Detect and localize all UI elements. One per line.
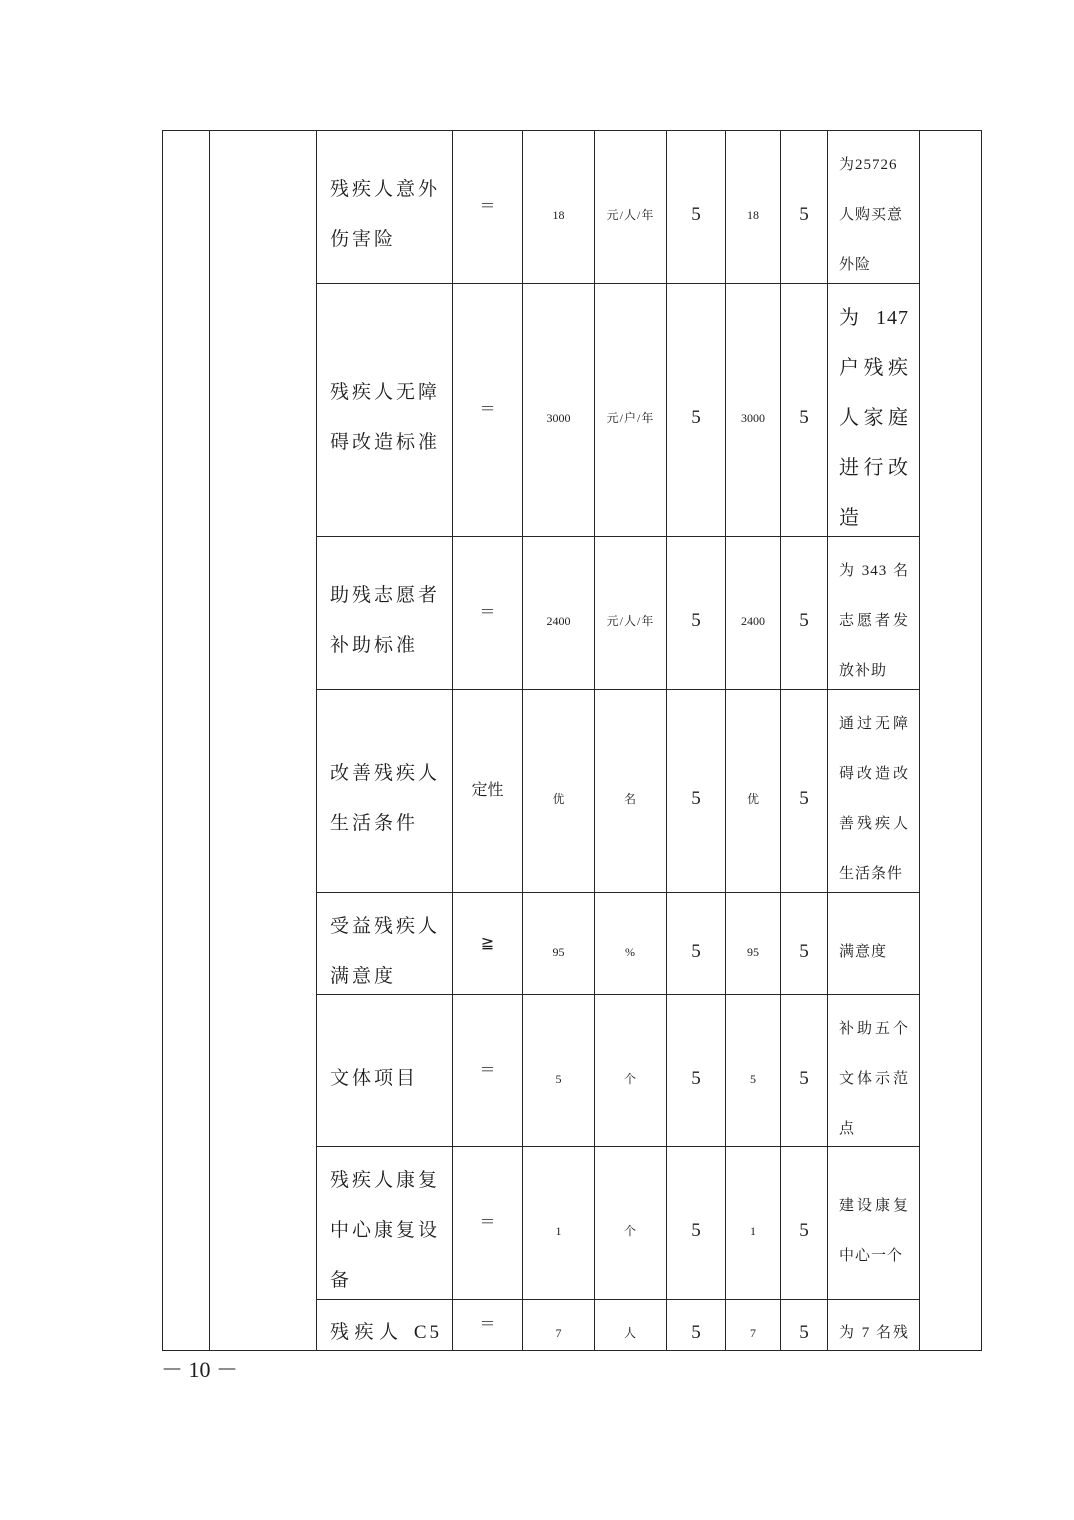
target-cell [523,284,595,537]
score-cell [781,284,828,537]
score-cell [781,690,828,893]
blank-category-cell [163,131,210,1351]
remark-text: 建设康复中心一个 [839,1198,909,1264]
comparison-operator: ≧ [480,934,495,952]
target-value: 优 [552,792,565,806]
actual-cell [726,995,781,1147]
target-value: 7 [555,1326,562,1340]
weight-cell [667,1147,726,1300]
remark-text: 满意度 [839,943,888,960]
score-cell [781,131,828,284]
indicator-name: 受益残疾人满意度 [330,915,441,987]
operator-cell [453,1147,523,1300]
indicator-cell [317,537,453,690]
operator-cell [453,893,523,995]
actual-cell [726,1300,781,1351]
unit-cell [595,893,667,995]
remark-cell [828,1300,920,1351]
score-cell [781,995,828,1147]
target-value: 95 [552,944,565,959]
target-value: 18 [552,208,565,222]
remark-cell [828,690,920,893]
operator-cell [453,284,523,537]
weight-cell [667,690,726,893]
operator-cell [453,995,523,1147]
remark-cell [828,1147,920,1300]
indicator-cell [317,1147,453,1300]
target-cell [523,131,595,284]
indicator-name: 残疾人无障碍改造标准 [330,382,441,453]
comparison-operator: ＝ [479,401,496,418]
target-cell [523,1300,595,1351]
operator-cell [453,690,523,893]
measurement-unit: 个 [623,1071,637,1086]
indicator-cell [317,893,453,995]
score-cell [781,893,828,995]
indicator-cell [317,1300,453,1351]
comparison-operator: ＝ [479,1316,496,1333]
blank-subcategory-cell [210,131,317,1351]
comparison-operator: ＝ [479,604,496,621]
awarded-score: 5 [799,407,809,428]
target-cell [523,1147,595,1300]
weight-cell [667,995,726,1147]
remark-cell [828,131,920,284]
actual-value: 优 [746,792,759,806]
target-value: 5 [555,1071,562,1086]
target-cell [523,995,595,1147]
target-value: 2400 [546,614,571,628]
remark-text: 为 343 名志愿者发放补助 [839,563,909,679]
operator-cell [453,131,523,284]
awarded-score: 5 [799,204,809,225]
table-body [163,131,982,1351]
blank-right-cell [920,131,982,1351]
weight-cell [667,893,726,995]
indicator-name: 文体项目 [330,1067,419,1089]
weight-cell [667,131,726,284]
target-value: 3000 [546,411,571,425]
table-row [163,131,982,284]
indicator-name: 残疾人康复中心康复设备 [330,1170,441,1291]
measurement-unit: % [625,944,636,959]
weight-cell [667,537,726,690]
indicator-name: 残疾人 C5 [330,1322,442,1343]
target-cell [523,690,595,893]
measurement-unit: 元/人/年 [606,614,655,628]
target-cell [523,537,595,690]
remark-cell [828,893,920,995]
weight-score: 5 [691,1322,701,1343]
actual-cell [726,284,781,537]
comparison-operator: ＝ [479,1061,496,1079]
indicator-name: 助残志愿者补助标准 [330,585,441,656]
awarded-score: 5 [799,610,809,631]
weight-score: 5 [691,610,701,631]
comparison-operator: ＝ [479,198,496,215]
remark-text: 为 147 户残疾人家庭进行改造 [839,307,909,529]
weight-score: 5 [691,407,701,428]
remark-text: 通过无障碍改造改善残疾人生活条件 [839,716,909,882]
indicator-cell [317,284,453,537]
unit-cell [595,131,667,284]
page-number: － 10 － [161,1357,239,1382]
weight-score: 5 [691,1067,701,1089]
score-cell [781,1147,828,1300]
weight-score: 5 [691,204,701,225]
score-cell [781,1300,828,1351]
target-value: 1 [555,1224,562,1238]
awarded-score: 5 [799,1067,809,1089]
actual-cell [726,131,781,284]
actual-value: 95 [747,944,759,959]
unit-cell [595,1147,667,1300]
unit-cell [595,1300,667,1351]
measurement-unit: 元/户/年 [606,411,655,425]
actual-cell [726,537,781,690]
weight-cell [667,284,726,537]
indicator-cell [317,690,453,893]
weight-cell [667,1300,726,1351]
actual-value: 3000 [741,411,765,425]
unit-cell [595,537,667,690]
remark-text: 为 7 名残 [839,1325,909,1341]
remark-cell [828,284,920,537]
actual-cell [726,690,781,893]
comparison-operator: 定性 [471,782,504,799]
measurement-unit: 名 [623,792,637,806]
awarded-score: 5 [799,1220,809,1241]
operator-cell [453,537,523,690]
remark-text: 为25726人购买意外险 [839,157,904,273]
awarded-score: 5 [799,788,809,809]
unit-cell [595,690,667,893]
actual-value: 5 [750,1071,756,1086]
actual-value: 1 [750,1224,756,1238]
actual-value: 7 [750,1326,756,1340]
weight-score: 5 [691,1220,701,1241]
indicator-cell [317,995,453,1147]
weight-score: 5 [691,788,701,809]
actual-value: 18 [747,208,759,222]
operator-cell [453,1300,523,1351]
unit-cell [595,995,667,1147]
remark-cell [828,537,920,690]
measurement-unit: 元/人/年 [606,208,655,222]
indicator-name: 改善残疾人生活条件 [330,763,441,834]
weight-score: 5 [691,940,701,962]
target-cell [523,893,595,995]
actual-value: 2400 [741,614,765,628]
awarded-score: 5 [799,1322,809,1343]
comparison-operator: ＝ [479,1214,496,1231]
actual-cell [726,893,781,995]
measurement-unit: 个 [623,1224,637,1238]
unit-cell [595,284,667,537]
measurement-unit: 人 [623,1326,637,1340]
actual-cell [726,1147,781,1300]
indicator-name: 残疾人意外伤害险 [330,179,441,250]
indicator-cell [317,131,453,284]
performance-indicator-table [162,130,982,1351]
remark-cell [828,995,920,1147]
remark-text: 补助五个文体示范点 [839,1020,909,1137]
score-cell [781,537,828,690]
awarded-score: 5 [799,940,809,962]
